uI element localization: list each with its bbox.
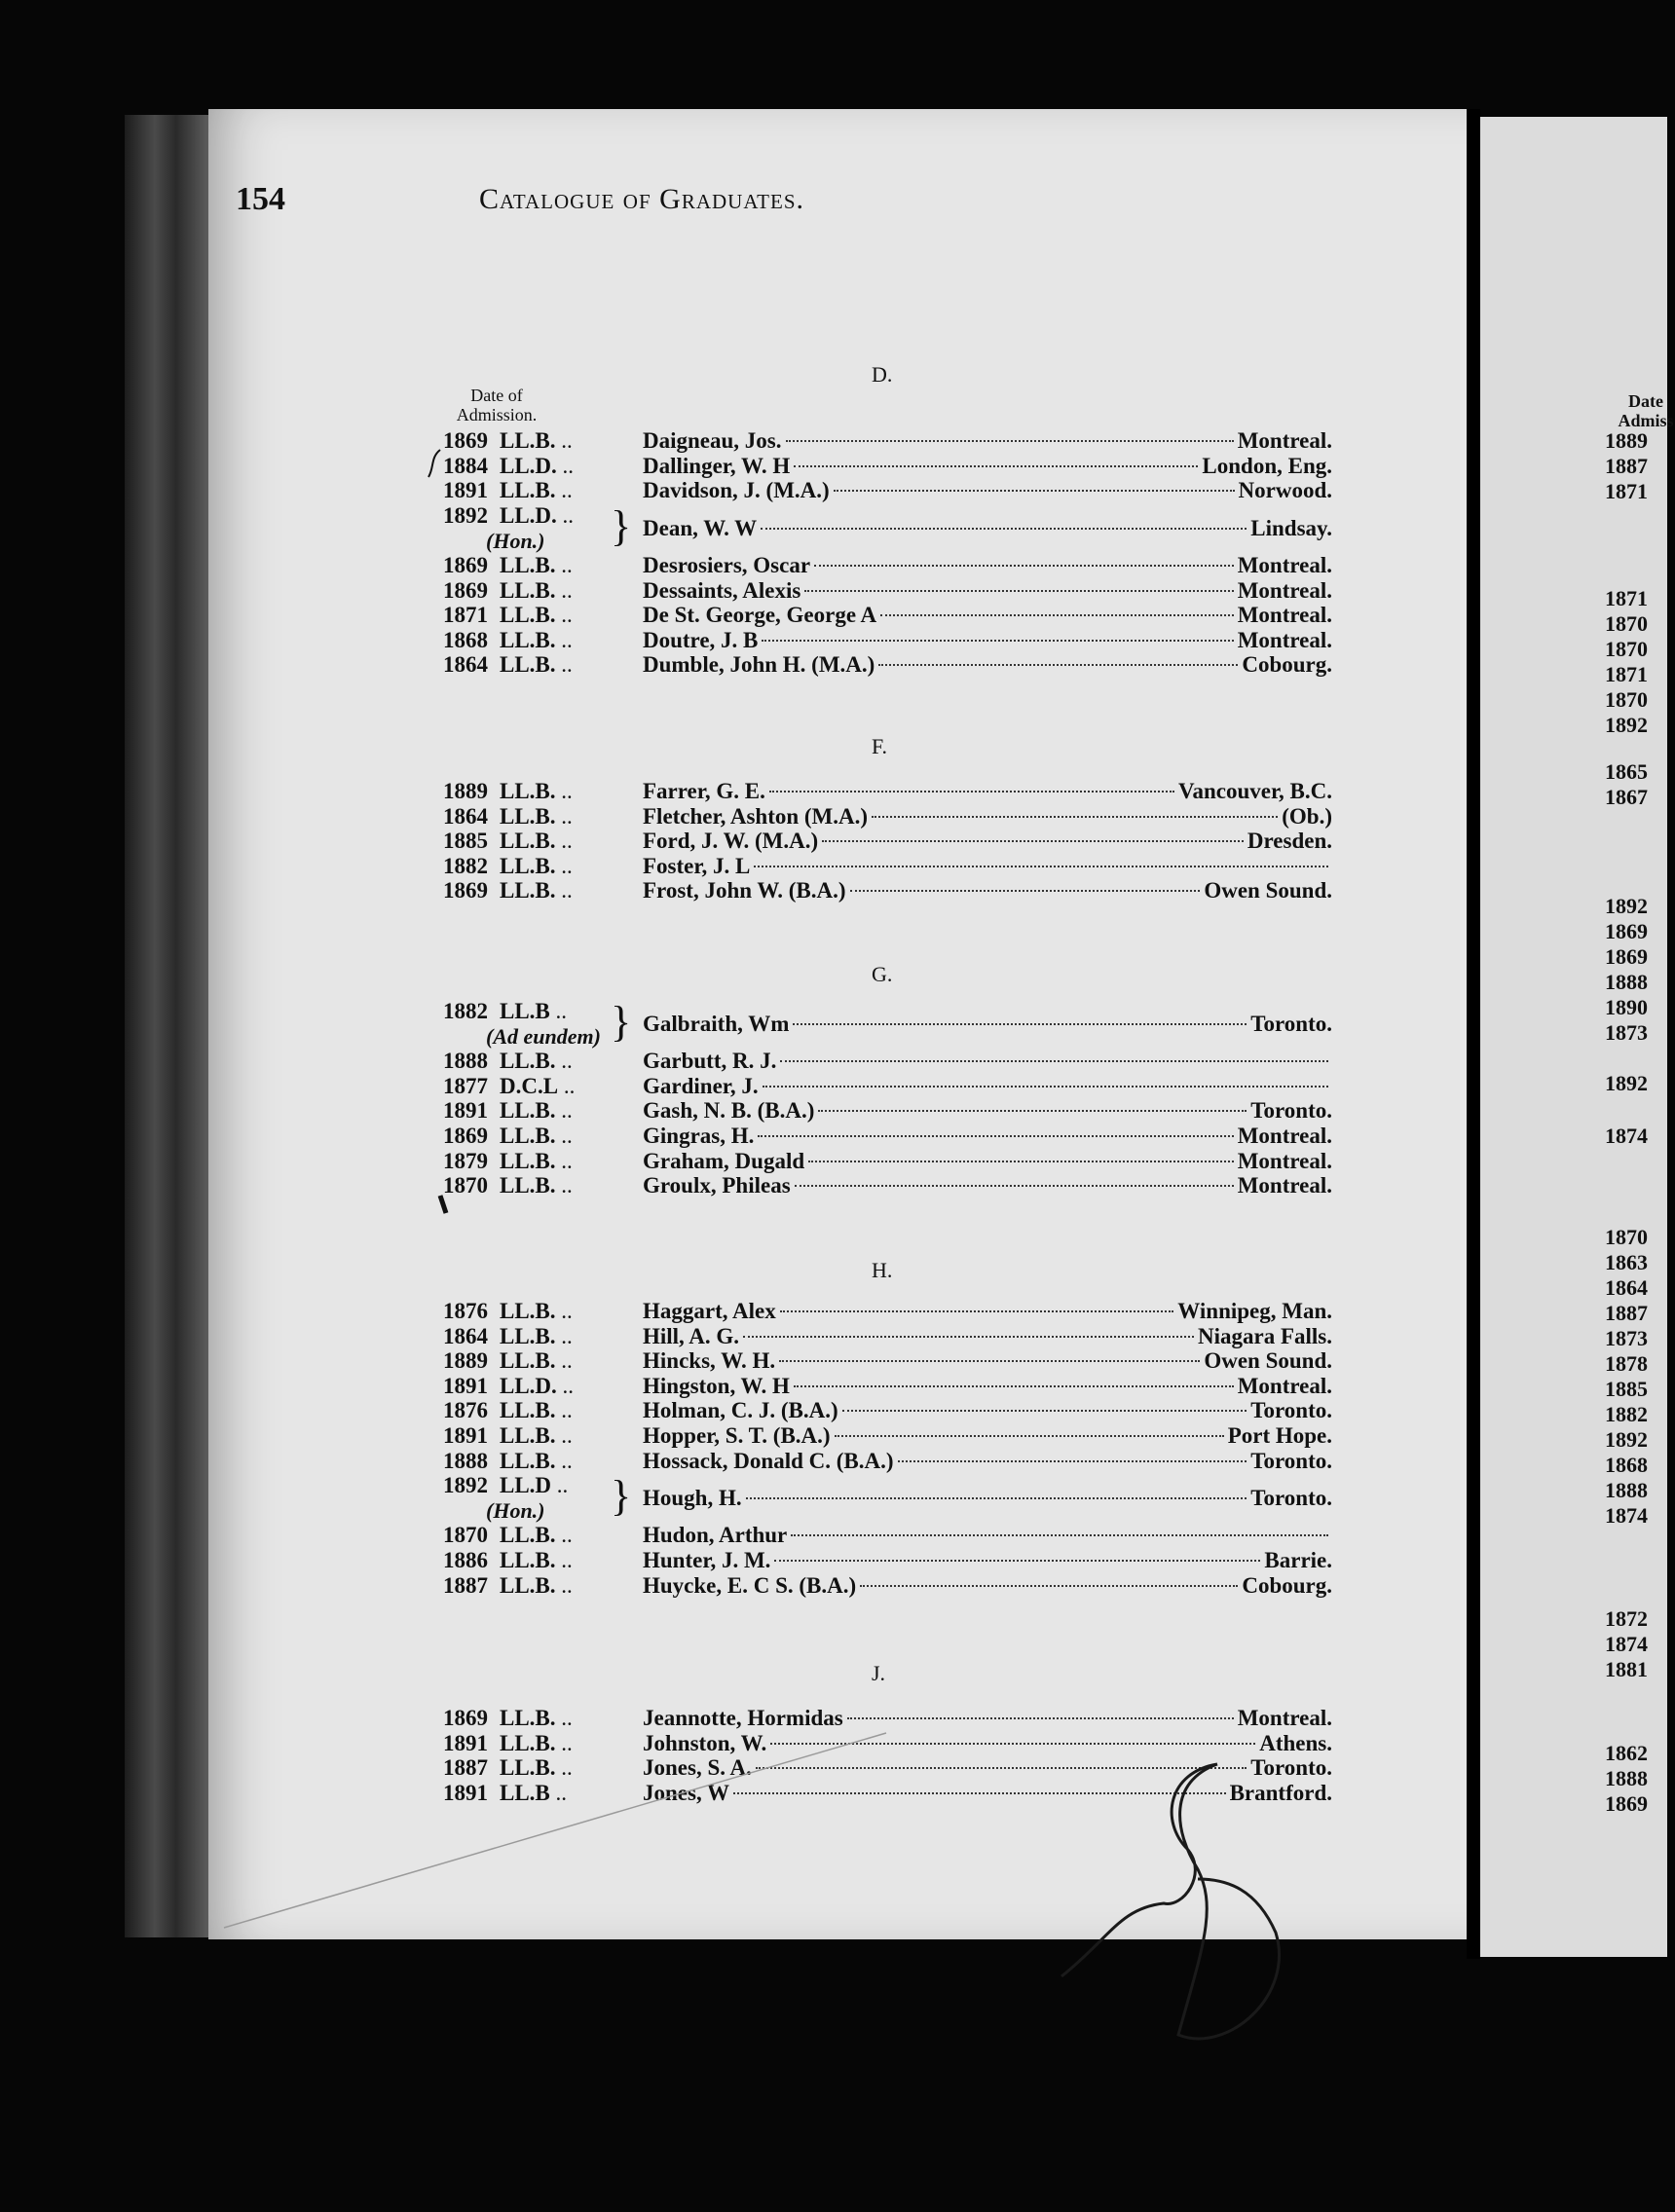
graduate-row <box>443 1731 1332 1756</box>
dot-leader <box>779 1360 1200 1362</box>
admission-year: 1877 <box>443 1073 488 1098</box>
facing-page-year: 1868 <box>1605 1453 1648 1477</box>
residence: Owen Sound. <box>1204 878 1332 903</box>
graduate-row <box>443 603 1332 628</box>
degree: LL.B. .. <box>500 1523 573 1548</box>
residence: Montreal. <box>1237 1173 1332 1198</box>
admission-year: 1879 <box>443 1148 488 1173</box>
facing-page-year: 1871 <box>1605 586 1648 610</box>
facing-page-year: 1892 <box>1605 713 1648 737</box>
admission-year: 1882 <box>443 999 488 1023</box>
dot-leader <box>834 490 1235 492</box>
graduate-row <box>443 1423 1332 1449</box>
dot-leader <box>842 1410 1247 1412</box>
graduate-name: Frost, John W. (B.A.) <box>643 878 846 903</box>
dot-leader <box>774 1560 1260 1562</box>
graduate-row <box>443 804 1332 830</box>
degree: LL.B. .. <box>500 1149 573 1174</box>
facing-page-year: 1871 <box>1605 479 1648 503</box>
admission-year: 1887 <box>443 1572 488 1598</box>
graduate-row <box>443 454 1332 479</box>
degree: LL.D. .. <box>500 454 574 479</box>
degree: LL.B. .. <box>500 1173 573 1198</box>
graduate-row <box>443 1324 1332 1349</box>
degree: LL.B. .. <box>500 1548 573 1573</box>
graduate-name: Fletcher, Ashton (M.A.) <box>643 803 869 829</box>
dot-leader <box>860 1585 1238 1587</box>
section-letter: G. <box>872 962 893 986</box>
facing-page-year: 1888 <box>1605 1766 1648 1790</box>
graduate-row <box>443 553 1332 578</box>
facing-page-year: 1882 <box>1605 1402 1648 1426</box>
residence: Montreal. <box>1237 1706 1332 1730</box>
dot-leader <box>733 1792 1226 1794</box>
graduate-name: Gardiner, J. <box>643 1073 759 1098</box>
page-number: 154 <box>236 181 285 217</box>
graduate-row <box>443 478 1332 503</box>
residence: Vancouver, B.C. <box>1177 779 1332 803</box>
dot-leader <box>780 1310 1174 1312</box>
facing-date-header: Date Admiss <box>1618 391 1674 430</box>
facing-page-year: 1890 <box>1605 995 1648 1019</box>
graduate-row <box>443 1124 1332 1149</box>
degree: D.C.L .. <box>500 1074 575 1099</box>
graduate-row <box>443 1706 1332 1731</box>
graduate-name: Dessaints, Alexis <box>643 577 801 603</box>
graduate-name: Hopper, S. T. (B.A.) <box>643 1423 831 1448</box>
dot-leader <box>880 614 1234 616</box>
residence: Norwood. <box>1238 478 1332 503</box>
dot-leader <box>804 590 1233 592</box>
degree: LL.B. .. <box>500 1348 573 1374</box>
degree: LL.B. .. <box>500 603 573 628</box>
running-head <box>236 181 1326 220</box>
graduate-name: Dean, W. W <box>643 515 758 540</box>
residence: Lindsay. <box>1250 515 1332 540</box>
admission-year: 1876 <box>443 1299 488 1323</box>
degree: LL.B. .. <box>500 878 573 903</box>
admission-year: 1885 <box>443 829 488 854</box>
facing-page-year: 1887 <box>1605 1301 1648 1325</box>
graduate-row <box>443 878 1332 903</box>
graduate-row <box>443 1573 1332 1599</box>
residence: Montreal. <box>1237 1373 1332 1398</box>
section-letter: F. <box>872 734 887 758</box>
admission-year: 1869 <box>443 553 488 577</box>
graduate-row <box>443 854 1332 879</box>
degree: LL.B. .. <box>500 652 573 678</box>
degree: LL.B. .. <box>500 553 573 578</box>
degree: LL.D .. <box>500 1473 568 1498</box>
residence: Montreal. <box>1237 577 1332 603</box>
degree: LL.B. .. <box>500 1049 573 1074</box>
facing-page-year: 1881 <box>1605 1657 1648 1681</box>
admission-year: 1876 <box>443 1398 488 1423</box>
residence: Port Hope. <box>1227 1423 1332 1448</box>
facing-page-year: 1887 <box>1605 454 1648 478</box>
degree: LL.B. .. <box>500 478 573 503</box>
dot-leader <box>878 664 1238 666</box>
facing-page-year: 1874 <box>1605 1124 1648 1148</box>
graduate-row <box>443 1548 1332 1573</box>
graduate-name: Hudon, Arthur <box>643 1523 788 1548</box>
graduate-name: Ford, J. W. (M.A.) <box>643 829 819 854</box>
dot-leader <box>847 1717 1234 1719</box>
graduate-row <box>443 1398 1332 1423</box>
graduate-name: De St. George, George A <box>643 603 877 628</box>
graduate-row <box>443 503 1332 554</box>
degree: LL.B. .. <box>500 829 573 854</box>
dot-leader <box>758 1135 1233 1137</box>
residence: Owen Sound. <box>1204 1348 1332 1374</box>
facing-page-year: 1892 <box>1605 1071 1648 1095</box>
degree: LL.B. .. <box>500 804 573 830</box>
residence: Toronto. <box>1250 1398 1332 1423</box>
graduate-row <box>443 1523 1332 1548</box>
dot-leader <box>756 1767 1247 1769</box>
facing-page-year: 1871 <box>1605 662 1648 686</box>
dot-leader <box>770 1743 1255 1745</box>
facing-page-year: 1870 <box>1605 687 1648 712</box>
degree-note: (Hon.) <box>486 528 545 553</box>
dot-leader <box>786 440 1234 442</box>
dot-leader <box>872 816 1278 818</box>
residence: Cobourg. <box>1242 1572 1332 1598</box>
residence: Montreal. <box>1237 553 1332 577</box>
admission-year: 1884 <box>443 453 488 478</box>
admission-year: 1871 <box>443 603 488 628</box>
graduate-row <box>443 1755 1332 1781</box>
degree: LL.B. .. <box>500 1755 573 1781</box>
degree: LL.B .. <box>500 999 567 1024</box>
date-of-admission-header: Date of Admission. <box>456 386 538 424</box>
admission-year: 1882 <box>443 853 488 878</box>
graduate-name: Graham, Dugald <box>643 1148 805 1173</box>
dot-leader <box>763 1086 1328 1088</box>
admission-year: 1869 <box>443 1706 488 1730</box>
residence: Dresden. <box>1247 829 1332 854</box>
graduate-row <box>443 428 1332 454</box>
residence: Athens. <box>1259 1730 1332 1755</box>
section-letter: H. <box>872 1258 893 1282</box>
admission-year: 1870 <box>443 1173 488 1198</box>
facing-page-year: 1892 <box>1605 1427 1648 1452</box>
dot-leader <box>754 866 1328 867</box>
admission-year: 1889 <box>443 1348 488 1374</box>
graduate-name: Huycke, E. C S. (B.A.) <box>643 1572 857 1598</box>
dot-leader <box>814 565 1234 567</box>
brace-mark: } <box>611 1472 632 1521</box>
degree: LL.B. .. <box>500 1124 573 1149</box>
residence: Toronto. <box>1250 1012 1332 1036</box>
admission-year: 1869 <box>443 428 488 453</box>
graduate-row <box>443 829 1332 854</box>
degree: LL.B .. <box>500 1781 567 1806</box>
graduate-name: Davidson, J. (M.A.) <box>643 478 830 503</box>
admission-year: 1892 <box>443 502 488 528</box>
admission-year: 1891 <box>443 1780 488 1805</box>
dot-leader <box>761 528 1247 530</box>
degree: LL.B. .. <box>500 1731 573 1756</box>
degree: LL.B. .. <box>500 779 573 804</box>
graduate-row <box>443 1149 1332 1174</box>
facing-page-year: 1862 <box>1605 1741 1648 1765</box>
facing-page-year: 1863 <box>1605 1250 1648 1274</box>
admission-year: 1888 <box>443 1448 488 1473</box>
graduate-name: Farrer, G. E. <box>643 779 765 803</box>
admission-year: 1887 <box>443 1755 488 1781</box>
admission-year: 1864 <box>443 803 488 829</box>
degree: LL.B. .. <box>500 854 573 879</box>
admission-year: 1864 <box>443 1323 488 1348</box>
residence: London, Eng. <box>1202 453 1332 478</box>
degree: LL.B. .. <box>500 1423 573 1449</box>
graduate-row <box>443 1098 1332 1124</box>
degree-note: (Hon.) <box>486 1498 545 1524</box>
degree: LL.D. .. <box>500 503 574 529</box>
graduate-name: Jones, S. A. <box>643 1755 752 1781</box>
admission-year: 1889 <box>443 779 488 803</box>
admission-year: 1864 <box>443 652 488 678</box>
admission-year: 1891 <box>443 1423 488 1448</box>
residence: Winnipeg, Man. <box>1177 1299 1332 1323</box>
admission-year: 1886 <box>443 1548 488 1572</box>
facing-page-year: 1864 <box>1605 1275 1648 1300</box>
dot-leader <box>780 1060 1328 1062</box>
residence: Toronto. <box>1250 1486 1332 1511</box>
dot-leader <box>762 640 1233 642</box>
graduate-row <box>443 578 1332 604</box>
facing-page-year: 1889 <box>1605 428 1648 453</box>
facing-page-year: 1865 <box>1605 759 1648 784</box>
admission-year: 1891 <box>443 1730 488 1755</box>
dot-leader <box>898 1460 1247 1462</box>
book-spine <box>125 115 210 1937</box>
facing-page-year: 1878 <box>1605 1351 1648 1376</box>
admission-year: 1869 <box>443 878 488 903</box>
brace-mark: } <box>611 998 632 1046</box>
residence: Montreal. <box>1237 1124 1332 1148</box>
facing-page-edge <box>1480 117 1674 1957</box>
residence: Niagara Falls. <box>1198 1323 1332 1348</box>
graduate-name: Desrosiers, Oscar <box>643 553 811 577</box>
facing-page-year: 1869 <box>1605 944 1648 969</box>
facing-page-year: 1892 <box>1605 894 1648 918</box>
graduate-row <box>443 1781 1332 1806</box>
dot-leader <box>835 1435 1224 1437</box>
admission-year: 1891 <box>443 1098 488 1124</box>
facing-page-year: 1888 <box>1605 970 1648 994</box>
page-title: Catalogue of Graduates. <box>479 183 804 215</box>
residence: Toronto. <box>1250 1098 1332 1124</box>
residence: Montreal. <box>1237 1148 1332 1173</box>
degree: LL.B. .. <box>500 578 573 604</box>
degree: LL.B. .. <box>500 1573 573 1599</box>
graduate-name: Garbutt, R. J. <box>643 1049 777 1074</box>
facing-page-year: 1874 <box>1605 1503 1648 1528</box>
facing-page-year: 1885 <box>1605 1377 1648 1401</box>
dot-leader <box>794 465 1198 467</box>
graduate-name: Hough, H. <box>643 1486 742 1511</box>
graduate-name: Gash, N. B. (B.A.) <box>643 1098 815 1124</box>
degree-note: (Ad eundem) <box>486 1024 601 1049</box>
facing-page-year: 1873 <box>1605 1020 1648 1045</box>
graduate-name: Hill, A. G. <box>643 1323 740 1348</box>
brace-mark: } <box>611 501 632 550</box>
dot-leader <box>746 1497 1247 1499</box>
facing-page-year: 1870 <box>1605 637 1648 661</box>
graduate-name: Daigneau, Jos. <box>643 428 782 453</box>
graduate-name: Hingston, W. H <box>643 1373 790 1398</box>
residence: Brantford. <box>1229 1780 1332 1805</box>
graduate-row <box>443 779 1332 804</box>
residence: (Ob.) <box>1282 803 1332 829</box>
admission-year: 1892 <box>443 1473 488 1498</box>
dot-leader <box>795 1185 1234 1187</box>
graduate-row <box>443 1049 1332 1074</box>
graduate-row <box>443 652 1332 678</box>
graduate-name: Hincks, W. H. <box>643 1348 776 1374</box>
graduate-name: Foster, J. L <box>643 853 751 878</box>
graduate-row <box>443 1449 1332 1474</box>
admission-year: 1891 <box>443 1373 488 1398</box>
residence: Barrie. <box>1264 1548 1332 1572</box>
degree: LL.B. .. <box>500 1299 573 1324</box>
graduate-name: Haggart, Alex <box>643 1299 776 1323</box>
graduate-name: Hunter, J. M. <box>643 1548 771 1572</box>
dot-leader <box>818 1110 1247 1112</box>
residence: Toronto. <box>1250 1448 1332 1473</box>
facing-page-year: 1869 <box>1605 919 1648 943</box>
residence: Cobourg. <box>1242 652 1332 678</box>
dot-leader <box>791 1534 1328 1536</box>
dot-leader <box>794 1385 1234 1387</box>
admission-year: 1868 <box>443 627 488 652</box>
facing-page-year: 1869 <box>1605 1791 1648 1816</box>
graduate-row <box>443 1074 1332 1099</box>
residence: Montreal. <box>1237 428 1332 453</box>
graduate-name: Doutre, J. B <box>643 627 759 652</box>
graduate-name: Dallinger, W. H <box>643 453 791 478</box>
graduate-name: Holman, C. J. (B.A.) <box>643 1398 838 1423</box>
graduate-row <box>443 1173 1332 1198</box>
admission-year: 1869 <box>443 577 488 603</box>
dot-leader <box>822 840 1244 842</box>
residence: Montreal. <box>1237 603 1332 628</box>
graduate-row <box>443 628 1332 653</box>
admission-year: 1870 <box>443 1523 488 1548</box>
graduate-name: Groulx, Phileas <box>643 1173 791 1198</box>
dot-leader <box>769 791 1174 793</box>
facing-page-year: 1867 <box>1605 785 1648 809</box>
section-letter: D. <box>872 362 893 387</box>
admission-year: 1888 <box>443 1049 488 1074</box>
graduate-name: Jeannotte, Hormidas <box>643 1706 843 1730</box>
graduate-row <box>443 999 1332 1050</box>
page-gutter <box>1467 109 1480 1959</box>
facing-page-year: 1888 <box>1605 1478 1648 1502</box>
admission-year: 1891 <box>443 478 488 503</box>
facing-page-year: 1874 <box>1605 1632 1648 1656</box>
graduate-row <box>443 1473 1332 1524</box>
graduate-row <box>443 1374 1332 1399</box>
admission-year: 1869 <box>443 1124 488 1148</box>
dot-leader <box>793 1023 1247 1025</box>
residence: Toronto. <box>1250 1755 1332 1781</box>
degree: LL.B. .. <box>500 1706 573 1731</box>
degree: LL.B. .. <box>500 628 573 653</box>
graduate-name: Johnston, W. <box>643 1730 767 1755</box>
facing-page-year: 1872 <box>1605 1606 1648 1631</box>
degree: LL.B. .. <box>500 1449 573 1474</box>
graduate-name: Dumble, John H. (M.A.) <box>643 652 875 678</box>
degree: LL.D. .. <box>500 1374 574 1399</box>
facing-page-year: 1873 <box>1605 1326 1648 1350</box>
section-letter: J. <box>872 1661 886 1685</box>
graduate-name: Jones, W <box>643 1780 730 1805</box>
degree: LL.B. .. <box>500 1324 573 1349</box>
dot-leader <box>743 1336 1194 1338</box>
graduate-name: Galbraith, Wm <box>643 1012 790 1036</box>
degree: LL.B. .. <box>500 1098 573 1124</box>
graduate-name: Gingras, H. <box>643 1124 755 1148</box>
graduate-row <box>443 1299 1332 1324</box>
degree: LL.B. .. <box>500 1398 573 1423</box>
graduate-name: Hossack, Donald C. (B.A.) <box>643 1448 894 1473</box>
degree: LL.B. .. <box>500 428 573 454</box>
dot-leader <box>808 1161 1234 1162</box>
residence: Montreal. <box>1237 627 1332 652</box>
dot-leader <box>850 890 1201 892</box>
graduate-row <box>443 1348 1332 1374</box>
facing-page-year: 1870 <box>1605 611 1648 636</box>
facing-page-year: 1870 <box>1605 1225 1648 1249</box>
